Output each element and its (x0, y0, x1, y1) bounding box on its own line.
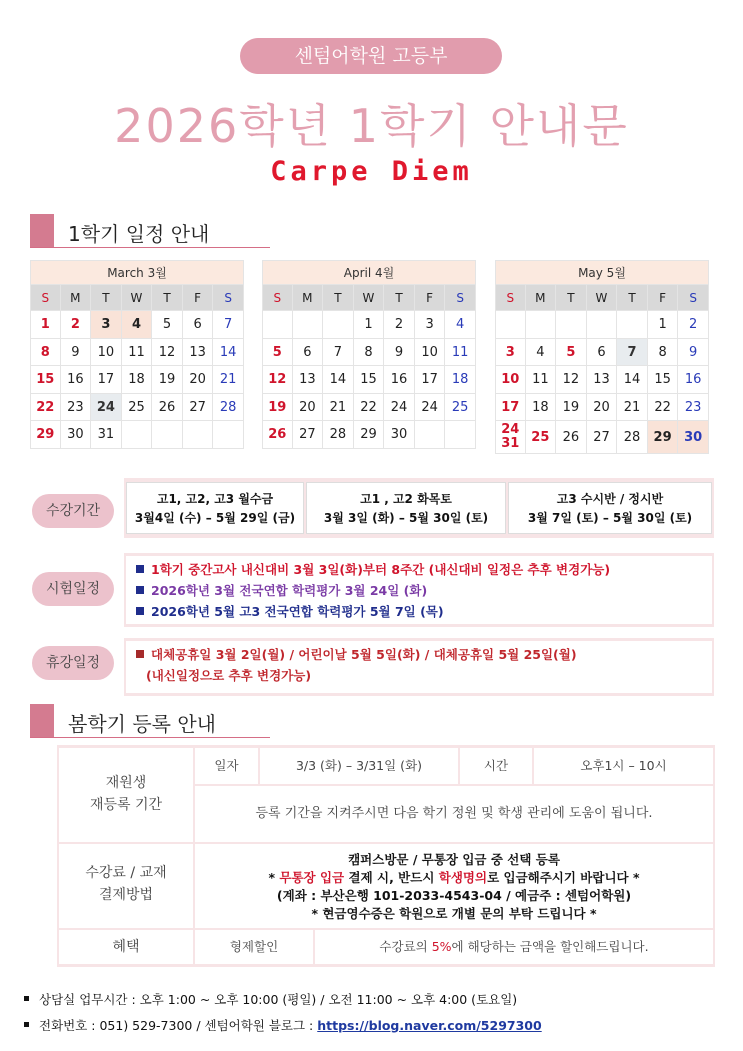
period-group: 고1, 고2, 고3 월수금 (156, 492, 274, 506)
week-row (30, 339, 244, 367)
weekday-cell: F (648, 285, 679, 311)
day-cell: 2 (678, 311, 709, 339)
weekday-row (30, 285, 244, 311)
payment-line: 캠퍼스방문 / 무통장 입금 중 선택 등록 (348, 852, 560, 867)
day-cell: 15 (30, 366, 61, 394)
week-row (30, 366, 244, 394)
holiday-label: 휴강일정 (32, 646, 114, 680)
weekday-cell: W (354, 285, 385, 311)
week-row (30, 421, 244, 449)
reenroll-note: 등록 기간을 지켜주시면 다음 학기 정원 및 학생 관리에 도움이 됩니다. (195, 786, 713, 842)
day-cell: 17 (415, 366, 446, 394)
day-cell: 22 (648, 394, 679, 422)
period-box-1 (126, 482, 304, 534)
day-cell (415, 421, 446, 449)
day-cell: 6 (183, 311, 214, 339)
day-cell: 11 (445, 339, 476, 367)
benefit-part: 에 해당하는 금액을 할인해드립니다. (451, 939, 649, 954)
benefit-part: 수강료의 (379, 939, 432, 954)
day-cell (122, 421, 153, 449)
exam-item (136, 559, 702, 580)
payment-line: (계좌 : 부산은행 101-2033-4543-04 / 예금주 : 센텀어학원) (276, 888, 632, 903)
week-row (495, 421, 709, 454)
day-cell: 8 (30, 339, 61, 367)
footer-contact (24, 1016, 542, 1034)
day-cell: 15 (354, 366, 385, 394)
day-cell: 1 (354, 311, 385, 339)
day-cell (323, 311, 354, 339)
weekday-cell: T (91, 285, 122, 311)
calendar-month-title: May 5월 (495, 260, 709, 285)
day-cell: 30 (61, 421, 92, 449)
payment-text: * (268, 870, 280, 885)
day-cell: 25 (445, 394, 476, 422)
day-cell (495, 311, 526, 339)
exam-item (136, 580, 702, 601)
day-cell: 11 (526, 366, 557, 394)
exam-list (126, 556, 712, 624)
section-marker (30, 214, 54, 247)
week-row (30, 311, 244, 339)
weekday-cell: T (152, 285, 183, 311)
day-cell: 30 (678, 421, 709, 454)
day-cell: 2 (61, 311, 92, 339)
calendar-month-title: April 4월 (262, 260, 476, 285)
day-cell: 20 (183, 366, 214, 394)
day-cell: 12 (556, 366, 587, 394)
time-value: 오후1시 – 10시 (534, 748, 713, 784)
day-cell: 10 (495, 366, 526, 394)
calendar-march (30, 260, 244, 449)
day-cell (293, 311, 324, 339)
motto: Carpe Diem (270, 156, 473, 187)
day-cell: 12 (262, 366, 293, 394)
day-cell: 26 (152, 394, 183, 422)
day-cell: 21 (213, 366, 244, 394)
weekday-cell: S (445, 285, 476, 311)
holiday-note: (내신일정으로 추후 변경가능) (146, 668, 312, 683)
period-dates: 3월 7일 (토) – 5월 30일 (토) (527, 511, 693, 525)
day-cell: 18 (445, 366, 476, 394)
section-registration-header (30, 704, 270, 738)
week-row (495, 394, 709, 422)
day-cell: 2 (384, 311, 415, 339)
day-cell: 19 (262, 394, 293, 422)
payment-label-line: 결제방법 (98, 887, 154, 903)
date-label: 일자 (195, 748, 258, 784)
weekday-cell: M (526, 285, 557, 311)
payment-line: * 현금영수증은 학원으로 개별 문의 부탁 드립니다 * (311, 906, 597, 921)
day-cell: 6 (293, 339, 324, 367)
calendar-month-title: March 3월 (30, 260, 244, 285)
section-title: 1학기 일정 안내 (68, 222, 210, 246)
date-value: 3/3 (화) – 3/31일 (화) (260, 748, 458, 784)
payment-label (59, 844, 193, 928)
section-title: 봄학기 등록 안내 (68, 712, 216, 736)
day-cell: 22 (30, 394, 61, 422)
period-group: 고3 수시반 / 정시반 (556, 492, 664, 506)
day-cell: 28 (617, 421, 648, 454)
reenroll-label-line: 재등록 기간 (89, 797, 163, 813)
day-cell: 29 (354, 421, 385, 449)
day-cell: 12 (152, 339, 183, 367)
day-cell: 19 (556, 394, 587, 422)
benefit-label: 혜택 (59, 930, 193, 964)
weekday-cell: S (678, 285, 709, 311)
day-cell: 14 (323, 366, 354, 394)
page-title: 2026학년 1학기 안내문 (114, 99, 629, 153)
day-cell: 1 (648, 311, 679, 339)
time-label: 시간 (460, 748, 532, 784)
benefit-type: 형제할인 (195, 930, 313, 964)
day-cell: 9 (61, 339, 92, 367)
day-cell: 24 (415, 394, 446, 422)
payment-label-line: 수강료 / 교재 (85, 865, 167, 881)
hours-text: 상담실 업무시간 : 오후 1:00 ~ 오후 10:00 (평일) / 오전 11:00 ~ 오후 4:00 (토요일) (39, 992, 518, 1007)
weekday-cell: W (587, 285, 618, 311)
day-cell (445, 421, 476, 449)
day-cell: 28 (213, 394, 244, 422)
weekday-cell: T (323, 285, 354, 311)
bullet-icon (24, 1022, 29, 1027)
day-cell: 5 (556, 339, 587, 367)
day-cell: 28 (323, 421, 354, 449)
day-cell: 7 (323, 339, 354, 367)
day-cell: 19 (152, 366, 183, 394)
day-cell: 23 (61, 394, 92, 422)
day-cell (587, 311, 618, 339)
day-cell: 31 (91, 421, 122, 449)
day-cell: 8 (354, 339, 385, 367)
day-cell: 18 (122, 366, 153, 394)
day-cell (213, 421, 244, 449)
day-cell: 6 (587, 339, 618, 367)
payment-emph: 학생명의 (438, 870, 488, 885)
day-cell: 18 (526, 394, 557, 422)
day-cell: 17 (495, 394, 526, 422)
day-cell: 24 (384, 394, 415, 422)
day-cell: 14 (617, 366, 648, 394)
day-cell: 16 (678, 366, 709, 394)
day-cell (152, 421, 183, 449)
exam-text: 2026학년 5월 고3 전국연합 학력평가 5월 7일 (목) (151, 604, 444, 619)
payment-text: 결제 시, 반드시 (344, 870, 439, 885)
week-row (262, 394, 476, 422)
weekday-cell: M (293, 285, 324, 311)
day-cell: 21 (617, 394, 648, 422)
period-group: 고1 , 고2 화목토 (360, 492, 452, 506)
holiday-box (126, 641, 712, 693)
day-cell: 7 (213, 311, 244, 339)
period-box-2 (306, 482, 506, 534)
day-cell: 13 (183, 339, 214, 367)
day-cell: 22 (354, 394, 385, 422)
day-cell: 26 (262, 421, 293, 449)
day-cell: 26 (556, 421, 587, 454)
day-cell: 24 (91, 394, 122, 422)
period-box-3 (508, 482, 712, 534)
day-cell: 14 (213, 339, 244, 367)
day-cell: 16 (61, 366, 92, 394)
day-cell: 10 (415, 339, 446, 367)
period-dates: 3월 3일 (화) – 5월 30일 (토) (323, 511, 489, 525)
day-cell: 3 (91, 311, 122, 339)
day-cell: 24 31 (495, 421, 526, 454)
exam-item (136, 601, 702, 622)
day-cell: 4 (445, 311, 476, 339)
contact-text: 전화번호 : 051) 529-7300 / 센텀어학원 블로그 : (39, 1018, 318, 1033)
week-row (30, 394, 244, 422)
weekday-cell: T (617, 285, 648, 311)
day-cell (556, 311, 587, 339)
day-cell: 5 (152, 311, 183, 339)
payment-text: 로 입금해주시기 바랍니다 * (487, 870, 640, 885)
day-cell: 9 (678, 339, 709, 367)
day-cell: 17 (91, 366, 122, 394)
day-cell: 11 (122, 339, 153, 367)
day-cell: 13 (293, 366, 324, 394)
day-cell: 29 (648, 421, 679, 454)
day-cell: 4 (122, 311, 153, 339)
day-cell: 25 (526, 421, 557, 454)
bullet-icon (136, 565, 144, 573)
weekday-cell: F (415, 285, 446, 311)
week-row (262, 339, 476, 367)
day-cell: 15 (648, 366, 679, 394)
day-cell: 7 (617, 339, 648, 367)
footer-hours (24, 990, 517, 1008)
bullet-icon (136, 586, 144, 594)
day-cell (617, 311, 648, 339)
day-cell (262, 311, 293, 339)
day-cell (526, 311, 557, 339)
holiday-text: 대체공휴일 3월 2일(월) / 어린이날 5월 5일(화) / 대체공휴일 5월 25일(월) (151, 647, 577, 662)
weekday-row (495, 285, 709, 311)
week-row (495, 311, 709, 339)
weekday-cell: S (30, 285, 61, 311)
academy-badge: 센텀어학원 고등부 (240, 38, 502, 74)
exam-text: 1학기 중간고사 내신대비 3월 3일(화)부터 8주간 (내신대비 일정은 추후 변경가능) (151, 562, 611, 577)
day-cell: 8 (648, 339, 679, 367)
weekday-row (262, 285, 476, 311)
week-row (495, 339, 709, 367)
payment-emph: 무통장 입금 (279, 870, 345, 885)
day-cell: 13 (587, 366, 618, 394)
calendar-april (262, 260, 476, 449)
day-cell: 16 (384, 366, 415, 394)
day-cell: 3 (415, 311, 446, 339)
exam-label: 시험일정 (32, 572, 114, 606)
day-cell: 27 (183, 394, 214, 422)
weekday-cell: F (183, 285, 214, 311)
exam-text: 2026학년 3월 전국연합 학력평가 3월 24일 (화) (151, 583, 428, 598)
day-cell: 9 (384, 339, 415, 367)
weekday-cell: T (384, 285, 415, 311)
payment-line (195, 869, 713, 887)
day-cell: 3 (495, 339, 526, 367)
day-cell: 5 (262, 339, 293, 367)
weekday-cell: S (262, 285, 293, 311)
day-cell: 30 (384, 421, 415, 449)
weekday-cell: T (556, 285, 587, 311)
week-row (262, 311, 476, 339)
day-cell: 10 (91, 339, 122, 367)
weekday-cell: M (61, 285, 92, 311)
day-cell: 27 (293, 421, 324, 449)
bullet-icon (24, 996, 29, 1001)
week-row (262, 366, 476, 394)
reenroll-label (59, 748, 193, 842)
day-cell: 23 (678, 394, 709, 422)
reenroll-label-line: 재원생 (105, 775, 147, 791)
weekday-cell: S (213, 285, 244, 311)
period-dates: 3월4일 (수) – 5월 29일 (금) (134, 511, 296, 525)
blog-link[interactable]: https://blog.naver.com/5297300 (317, 1018, 542, 1033)
holiday-line (136, 644, 702, 665)
weekday-cell: W (122, 285, 153, 311)
bullet-icon (136, 607, 144, 615)
bullet-icon (136, 650, 144, 658)
day-cell: 25 (122, 394, 153, 422)
day-cell: 29 (30, 421, 61, 449)
day-cell: 20 (587, 394, 618, 422)
day-cell (183, 421, 214, 449)
payment-info (195, 844, 713, 928)
week-row (262, 421, 476, 449)
benefit-percent: 5% (431, 939, 452, 954)
day-cell: 21 (323, 394, 354, 422)
section-marker (30, 704, 54, 737)
day-cell: 20 (293, 394, 324, 422)
weekday-cell: S (495, 285, 526, 311)
period-label: 수강기간 (32, 494, 114, 528)
calendar-may (495, 260, 709, 454)
week-row (495, 366, 709, 394)
day-cell: 27 (587, 421, 618, 454)
section-schedule-header (30, 214, 270, 248)
day-cell: 4 (526, 339, 557, 367)
day-cell: 1 (30, 311, 61, 339)
benefit-text (315, 930, 713, 964)
